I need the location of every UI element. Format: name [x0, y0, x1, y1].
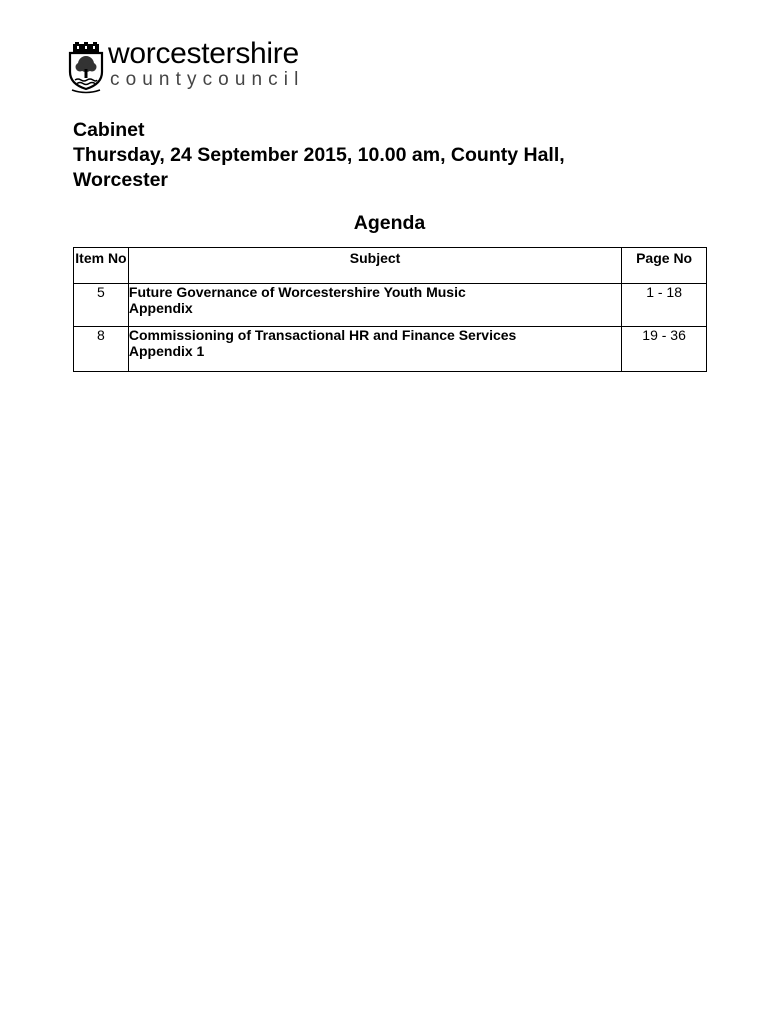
- meeting-date-venue: Thursday, 24 September 2015, 10.00 am, County Hall,: [73, 144, 565, 166]
- item-subject: [128, 284, 621, 327]
- item-number: 8: [74, 327, 129, 372]
- logo-wordmark: worcestershire: [108, 37, 299, 70]
- subject-attachment-link[interactable]: Appendix 1: [128, 343, 205, 359]
- agenda-row: [74, 284, 707, 327]
- item-pages: 1 - 18: [622, 284, 707, 327]
- agenda-heading: Agenda: [353, 212, 426, 234]
- agenda-table: [73, 247, 707, 372]
- meeting-name: Cabinet: [73, 119, 145, 141]
- page-no-header: Page No: [622, 248, 707, 284]
- subject-title: Future Governance of Worcestershire Youth Music: [128, 284, 466, 300]
- subject-attachment-link[interactable]: Appendix: [128, 300, 193, 316]
- council-crest-icon: [66, 42, 106, 94]
- subject-title: Commissioning of Transactional HR and Finance Services: [128, 327, 517, 343]
- item-number: 5: [74, 284, 129, 327]
- meeting-title: [73, 118, 693, 193]
- item-subject: [128, 327, 621, 372]
- agenda-header-row: [74, 248, 707, 284]
- item-no-header: Item No: [74, 248, 129, 284]
- logo-subtitle: countycouncil: [110, 69, 305, 90]
- item-pages: 19 - 36: [622, 327, 707, 372]
- council-logo: [66, 37, 326, 96]
- meeting-location: Worcester: [73, 169, 169, 191]
- agenda-row: [74, 327, 707, 372]
- subject-header: Subject: [128, 248, 621, 284]
